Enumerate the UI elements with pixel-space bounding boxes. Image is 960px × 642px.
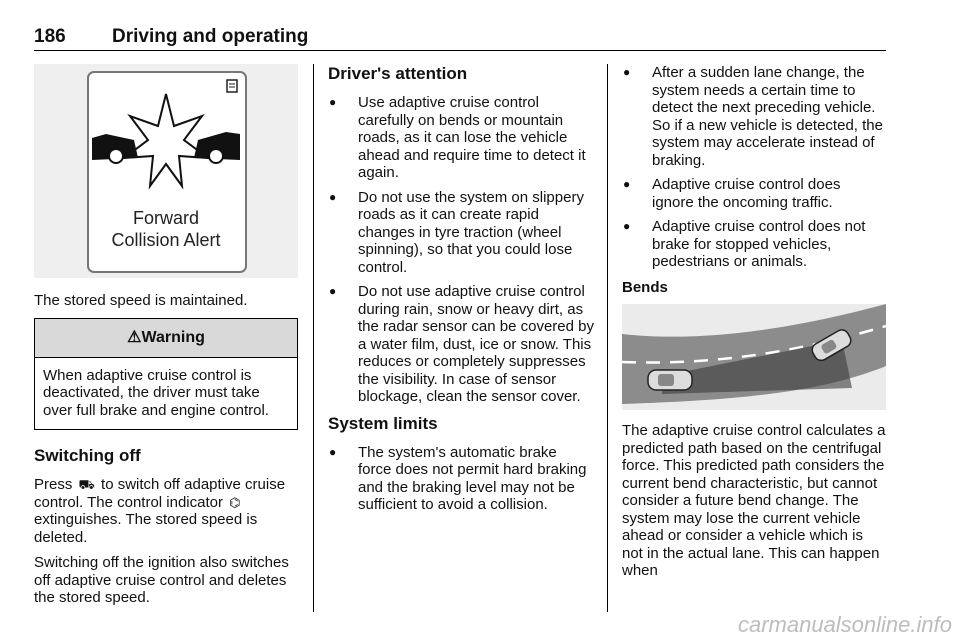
list-item: ● Use adaptive cruise control carefully on bends or mountain roads, as it can lose the vehicle ahead and require time to detect it again. xyxy=(328,94,594,182)
image-label-line1: Forward xyxy=(132,208,200,228)
bends-text: The adaptive cruise control calculates a predicted path based on the centrifugal force. This predicted path considers the current bend characteristic, but cannot consider a future bend change. The system may lose the current vehicle ahead or consider a vehicle which is not in the actual lane. This can happen when xyxy=(622,422,886,579)
column-divider-2 xyxy=(607,64,608,612)
bends-heading: Bends xyxy=(622,278,668,296)
cruise-indicator-icon: ⌬ xyxy=(229,494,241,510)
cruise-control-button-icon: ⛟ xyxy=(78,477,95,492)
image-label-line2: Collision Alert xyxy=(111,230,221,250)
list-item: ● Adaptive cruise control does not brake for stopped vehicles, pedestrians or animals. xyxy=(622,218,886,271)
header-rule xyxy=(34,50,886,51)
list-item: ● The system's automatic brake force does not permit hard braking and the braking level may not be sufficient to avoid a collision. xyxy=(328,444,594,514)
attention-list xyxy=(328,94,594,406)
page-number: 186 xyxy=(34,26,66,47)
drivers-attention-heading: Driver's attention xyxy=(328,64,468,83)
section-title: Driving and operating xyxy=(112,26,309,47)
forward-collision-alert-image xyxy=(34,64,298,278)
ignition-text: Switching off the ignition also switches off adaptive cruise control and deletes the stored speed. xyxy=(34,554,289,606)
press-text-b: to switch off adaptive cruise control. The control indicator xyxy=(34,476,286,511)
list-item: ● Do not use the system on slippery roads as it can create rapid changes in tyre traction (wheel spinning), so that you could lose control. xyxy=(328,189,594,277)
column-3 xyxy=(622,64,886,588)
press-button-text xyxy=(34,476,298,546)
stored-speed-text: The stored speed is maintained. xyxy=(34,292,248,309)
list-item: ● After a sudden lane change, the system needs a certain time to detect the next preceding vehicle. So if a new vehicle is detected, the system may accelerate instead of braking. xyxy=(622,64,886,169)
switching-off-heading: Switching off xyxy=(34,446,141,465)
list-item: ● Do not use adaptive cruise control during rain, snow or heavy dirt, as the radar sensor can be covered by a water film, dust, ice or snow. This reduces or completely suppresses the visibility. In case of sensor blockage, clean the sensor cover. xyxy=(328,283,594,406)
warning-icon: ⚠ xyxy=(127,328,142,346)
press-text-a: Press xyxy=(34,476,73,493)
limits-list-continued xyxy=(622,64,886,271)
bend-illustration xyxy=(622,304,886,410)
warning-body: When adaptive cruise control is deactivated, the driver must take over full brake and engine control. xyxy=(43,366,269,419)
warning-header xyxy=(35,319,297,358)
press-text-c: extinguishes. The stored speed is deleted. xyxy=(34,511,258,546)
own-car-icon xyxy=(648,370,692,390)
warning-box xyxy=(34,318,298,431)
watermark: carmanualsonline.info xyxy=(737,612,952,637)
column-divider-1 xyxy=(313,64,314,612)
list-item: ● Adaptive cruise control does ignore the oncoming traffic. xyxy=(622,176,886,211)
page-header xyxy=(34,26,308,48)
column-1 xyxy=(34,64,298,615)
system-limits-heading: System limits xyxy=(328,413,438,433)
column-2 xyxy=(328,64,594,522)
limits-list xyxy=(328,444,594,514)
warning-title: Warning xyxy=(141,328,205,346)
